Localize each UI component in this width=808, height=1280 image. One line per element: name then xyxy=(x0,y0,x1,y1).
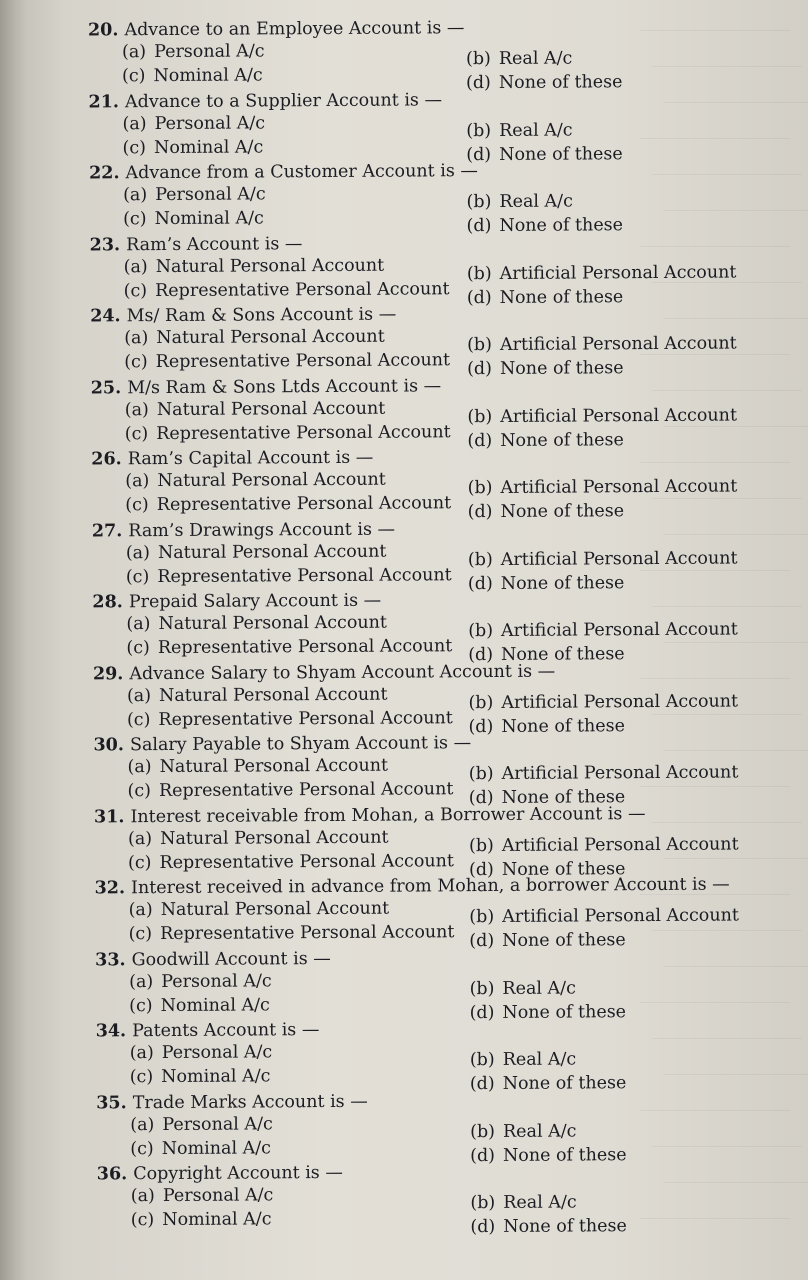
option-key: (c) xyxy=(122,137,147,158)
question-text: M/s Ram & Sons Ltds Account is — xyxy=(127,375,442,398)
option-key: (d) xyxy=(467,358,492,380)
option-text: Real A/c xyxy=(499,120,573,141)
question-item xyxy=(0,1159,808,1236)
question-stem xyxy=(96,1090,367,1114)
question-number: 32. xyxy=(94,878,126,899)
option-text: Nominal A/c xyxy=(160,994,270,1016)
option-c xyxy=(124,278,450,302)
option-key: (b) xyxy=(469,906,495,928)
option-text: Representative Personal Account xyxy=(156,493,452,516)
option-key: (a) xyxy=(130,1114,155,1135)
option-text: Nominal A/c xyxy=(161,1137,271,1159)
option-key: (d) xyxy=(466,287,492,308)
option-a xyxy=(125,397,386,421)
question-item xyxy=(0,158,808,235)
option-c xyxy=(126,635,452,659)
option-key: (a) xyxy=(125,471,150,492)
question-item xyxy=(0,373,808,450)
question-text: Interest received in advance from Mohan, a borrower Account is — xyxy=(131,874,730,899)
option-text: Artificial Personal Account xyxy=(501,833,739,856)
option-b xyxy=(467,404,737,428)
option-b xyxy=(466,119,572,142)
option-key: (a) xyxy=(126,685,152,706)
option-text: Representative Personal Account xyxy=(155,278,450,301)
question-stem xyxy=(90,233,303,256)
option-key: (a) xyxy=(127,757,152,778)
option-text: Nominal A/c xyxy=(154,136,264,158)
option-text: None of these xyxy=(500,429,624,451)
option-b xyxy=(469,833,739,857)
option-text: Personal A/c xyxy=(155,184,266,206)
question-text: Advance to an Employee Account is — xyxy=(124,18,465,41)
option-text: None of these xyxy=(501,644,625,665)
option-key: (a) xyxy=(129,1043,154,1064)
question-number: 24. xyxy=(90,306,121,327)
option-text: Real A/c xyxy=(498,48,573,69)
option-text: None of these xyxy=(500,572,625,594)
question-item xyxy=(0,516,808,593)
option-c xyxy=(123,207,264,230)
option-text: Nominal A/c xyxy=(154,208,264,230)
question-text: Ram’s Capital Account is — xyxy=(127,447,374,470)
option-a xyxy=(130,1041,273,1064)
option-a xyxy=(123,112,266,135)
question-number: 31. xyxy=(94,806,125,827)
option-text: Representative Personal Account xyxy=(155,350,451,373)
question-text: Ram’s Drawings Account is — xyxy=(128,519,395,541)
option-a xyxy=(131,1184,274,1207)
option-text: Natural Personal Account xyxy=(155,255,385,277)
option-key: (c) xyxy=(124,352,148,373)
option-b xyxy=(468,475,738,499)
question-number: 30. xyxy=(93,735,124,756)
option-text: Natural Personal Account xyxy=(160,827,389,849)
option-c xyxy=(130,1137,271,1160)
option-text: Representative Personal Account xyxy=(159,850,454,873)
option-key: (b) xyxy=(466,120,492,141)
option-key: (d) xyxy=(468,716,494,737)
option-key: (c) xyxy=(130,1138,154,1159)
option-key: (d) xyxy=(469,1002,495,1023)
option-key: (d) xyxy=(467,501,493,523)
option-key: (b) xyxy=(467,549,493,570)
option-d xyxy=(470,1215,626,1238)
option-text: Real A/c xyxy=(502,977,576,999)
question-number: 35. xyxy=(96,1092,127,1113)
option-b xyxy=(468,690,738,714)
question-text: Goodwill Account is — xyxy=(131,948,331,970)
option-text: None of these xyxy=(502,930,626,951)
option-key: (a) xyxy=(125,542,150,563)
option-key: (a) xyxy=(123,256,148,277)
option-key: (d) xyxy=(470,1145,495,1166)
option-c xyxy=(124,349,450,373)
option-key: (b) xyxy=(469,978,495,999)
option-text: None of these xyxy=(502,1073,627,1094)
question-number: 25. xyxy=(90,377,122,398)
question-item xyxy=(0,659,808,736)
option-text: Nominal A/c xyxy=(162,1209,272,1231)
question-text: Salary Payable to Shyam Account is — xyxy=(129,733,472,756)
question-item xyxy=(0,802,808,879)
question-item xyxy=(0,730,808,807)
option-text: Natural Personal Account xyxy=(160,898,390,921)
option-text: Personal A/c xyxy=(162,1113,273,1135)
option-c xyxy=(128,850,454,874)
question-text: Copyright Account is — xyxy=(133,1162,343,1185)
question-number: 33. xyxy=(95,949,126,970)
question-stem xyxy=(89,89,442,113)
option-text: None of these xyxy=(503,1216,627,1237)
question-stem xyxy=(95,874,730,900)
option-key: (c) xyxy=(124,423,149,444)
question-number: 29. xyxy=(92,663,124,684)
option-text: Personal A/c xyxy=(154,41,265,63)
option-key: (a) xyxy=(122,113,147,134)
option-key: (c) xyxy=(123,209,147,230)
option-a xyxy=(126,540,387,564)
option-a xyxy=(128,826,389,850)
question-stem xyxy=(92,590,381,614)
option-c xyxy=(130,1065,271,1088)
option-text: Natural Personal Account xyxy=(159,684,388,706)
option-key: (b) xyxy=(467,406,493,427)
option-key: (b) xyxy=(466,191,492,213)
option-b xyxy=(467,332,737,356)
option-key: (c) xyxy=(130,1210,155,1231)
question-stem xyxy=(94,732,472,756)
option-text: Natural Personal Account xyxy=(156,326,385,349)
question-text: Ms/ Ram & Sons Account is — xyxy=(126,304,397,327)
question-text: Interest receivable from Mohan, a Borrower Account is — xyxy=(130,803,646,827)
option-text: Artificial Personal Account xyxy=(499,262,737,284)
question-number: 23. xyxy=(89,234,121,255)
option-key: (d) xyxy=(466,73,491,94)
option-c xyxy=(131,1208,272,1231)
option-text: None of these xyxy=(499,286,624,308)
option-text: None of these xyxy=(501,787,626,808)
option-text: Artificial Personal Account xyxy=(499,333,737,355)
question-item xyxy=(0,301,808,378)
option-key: (c) xyxy=(125,566,150,587)
option-key: (c) xyxy=(123,280,148,301)
option-text: Artificial Personal Account xyxy=(501,690,739,713)
option-a xyxy=(127,683,388,707)
question-text: Ram’s Account is — xyxy=(126,233,303,255)
question-number: 34. xyxy=(95,1021,127,1042)
option-text: Natural Personal Account xyxy=(157,469,386,492)
question-number: 26. xyxy=(91,449,122,470)
option-key: (c) xyxy=(125,495,149,516)
option-key: (d) xyxy=(466,144,492,165)
option-c xyxy=(127,707,453,731)
option-key: (c) xyxy=(126,638,150,659)
option-text: None of these xyxy=(502,1144,627,1166)
option-key: (b) xyxy=(470,1192,496,1214)
option-key: (b) xyxy=(466,49,491,70)
question-number: 27. xyxy=(91,520,123,541)
option-c xyxy=(129,921,455,945)
option-text: Personal A/c xyxy=(162,1185,274,1207)
question-stem xyxy=(89,160,478,184)
option-text: None of these xyxy=(499,358,624,379)
option-text: Artificial Personal Account xyxy=(501,762,739,784)
question-item xyxy=(0,1016,808,1093)
option-a xyxy=(130,1113,273,1136)
question-text: Trade Marks Account is — xyxy=(132,1091,368,1113)
option-a xyxy=(129,970,272,993)
option-key: (b) xyxy=(467,334,492,356)
option-text: Artificial Personal Account xyxy=(500,547,738,570)
question-item xyxy=(0,587,808,664)
question-number: 36. xyxy=(96,1164,128,1185)
option-text: Natural Personal Account xyxy=(158,612,387,635)
option-b xyxy=(467,261,737,285)
option-text: Nominal A/c xyxy=(153,65,263,87)
option-c xyxy=(125,492,451,516)
option-c xyxy=(125,421,451,445)
question-stem xyxy=(97,1162,343,1186)
option-text: Natural Personal Account xyxy=(159,755,389,778)
option-text: Representative Personal Account xyxy=(158,779,454,802)
option-text: Artificial Personal Account xyxy=(502,905,739,927)
question-stem xyxy=(96,1019,320,1042)
option-c xyxy=(128,778,454,802)
option-text: Personal A/c xyxy=(154,112,266,134)
option-text: Artificial Personal Account xyxy=(500,404,737,427)
option-b xyxy=(470,1120,576,1143)
option-b xyxy=(470,1048,576,1071)
option-key: (a) xyxy=(123,185,148,206)
option-a xyxy=(122,40,265,63)
option-key: (a) xyxy=(124,328,149,349)
option-key: (b) xyxy=(469,835,494,856)
option-key: (a) xyxy=(122,42,147,63)
option-key: (c) xyxy=(129,995,153,1016)
option-b xyxy=(467,191,573,214)
option-key: (a) xyxy=(128,828,153,849)
option-key: (a) xyxy=(126,614,151,635)
option-a xyxy=(128,755,389,779)
option-a xyxy=(125,469,386,493)
option-b xyxy=(466,48,572,71)
option-text: Personal A/c xyxy=(161,1042,273,1064)
option-key: (d) xyxy=(469,1073,495,1095)
option-a xyxy=(126,612,387,636)
option-text: Real A/c xyxy=(503,1192,577,1213)
option-text: Personal A/c xyxy=(161,970,272,992)
option-text: Natural Personal Account xyxy=(156,398,386,420)
question-stem xyxy=(90,304,396,328)
option-text: None of these xyxy=(498,72,623,93)
option-text: None of these xyxy=(499,143,623,165)
question-text: Advance to a Supplier Account is — xyxy=(125,89,442,112)
option-key: (b) xyxy=(469,1049,495,1071)
option-key: (c) xyxy=(128,852,152,873)
question-stem xyxy=(94,803,645,828)
question-number: 22. xyxy=(89,163,120,184)
option-a xyxy=(123,183,266,206)
question-stem xyxy=(93,660,555,685)
option-a xyxy=(124,326,385,350)
question-number: 20. xyxy=(88,20,119,41)
option-key: (d) xyxy=(469,859,494,880)
option-text: Artificial Personal Account xyxy=(501,619,738,641)
option-b xyxy=(468,547,738,571)
question-number: 21. xyxy=(88,91,119,112)
option-text: None of these xyxy=(501,858,626,880)
question-item xyxy=(0,444,808,521)
option-key: (b) xyxy=(468,692,494,713)
option-key: (a) xyxy=(130,1186,155,1207)
question-stem xyxy=(91,447,373,471)
question-text: Patents Account is — xyxy=(132,1020,320,1042)
option-key: (b) xyxy=(466,263,492,284)
question-text: Prepaid Salary Account is — xyxy=(128,590,382,613)
option-key: (d) xyxy=(468,644,494,666)
option-b xyxy=(470,1191,576,1214)
option-text: None of these xyxy=(500,501,625,522)
option-text: Representative Personal Account xyxy=(158,707,453,730)
option-text: Representative Personal Account xyxy=(157,636,453,659)
option-key: (b) xyxy=(470,1121,495,1142)
option-b xyxy=(470,977,576,1000)
option-key: (d) xyxy=(466,215,492,237)
question-stem xyxy=(92,518,395,542)
option-text: None of these xyxy=(502,1001,627,1023)
option-a xyxy=(124,254,385,278)
option-text: Artificial Personal Account xyxy=(500,476,738,498)
option-key: (c) xyxy=(129,1067,154,1088)
question-item xyxy=(0,15,808,92)
option-key: (c) xyxy=(128,924,153,945)
option-key: (d) xyxy=(467,430,493,451)
option-key: (b) xyxy=(467,477,493,499)
question-item xyxy=(0,87,808,164)
option-key: (d) xyxy=(468,787,494,809)
option-a xyxy=(129,898,390,922)
option-text: None of these xyxy=(501,715,625,737)
question-number: 28. xyxy=(92,592,123,613)
option-key: (b) xyxy=(468,620,494,642)
option-b xyxy=(468,618,738,642)
option-key: (a) xyxy=(128,900,153,921)
option-text: Representative Personal Account xyxy=(156,421,451,444)
question-item xyxy=(0,230,808,307)
option-key: (c) xyxy=(127,781,151,802)
option-b xyxy=(469,761,739,785)
option-c xyxy=(123,136,264,159)
option-key: (c) xyxy=(122,66,146,87)
option-b xyxy=(469,904,739,928)
option-key: (a) xyxy=(129,971,154,992)
option-text: Natural Personal Account xyxy=(157,541,387,563)
option-text: Real A/c xyxy=(502,1120,577,1142)
question-item xyxy=(0,945,808,1022)
option-key: (d) xyxy=(467,573,493,594)
question-item xyxy=(0,873,808,950)
question-stem xyxy=(88,17,464,41)
option-key: (d) xyxy=(470,1216,496,1238)
option-c xyxy=(126,564,452,588)
question-stem xyxy=(91,375,441,399)
option-text: None of these xyxy=(499,215,624,236)
option-key: (d) xyxy=(469,930,495,952)
question-text: Advance from a Customer Account is — xyxy=(125,161,478,184)
option-c xyxy=(122,64,263,87)
option-text: Representative Personal Account xyxy=(160,922,455,945)
option-key: (a) xyxy=(124,399,149,420)
option-key: (b) xyxy=(468,763,494,785)
option-text: Real A/c xyxy=(502,1049,577,1070)
question-item xyxy=(0,1088,808,1165)
option-text: Nominal A/c xyxy=(161,1066,271,1088)
option-c xyxy=(129,994,270,1017)
option-text: Representative Personal Account xyxy=(157,564,452,587)
question-text: Advance Salary to Shyam Account Account is — xyxy=(129,661,556,684)
option-key: (c) xyxy=(126,709,151,730)
question-stem xyxy=(95,947,331,970)
option-text: Real A/c xyxy=(499,191,573,212)
